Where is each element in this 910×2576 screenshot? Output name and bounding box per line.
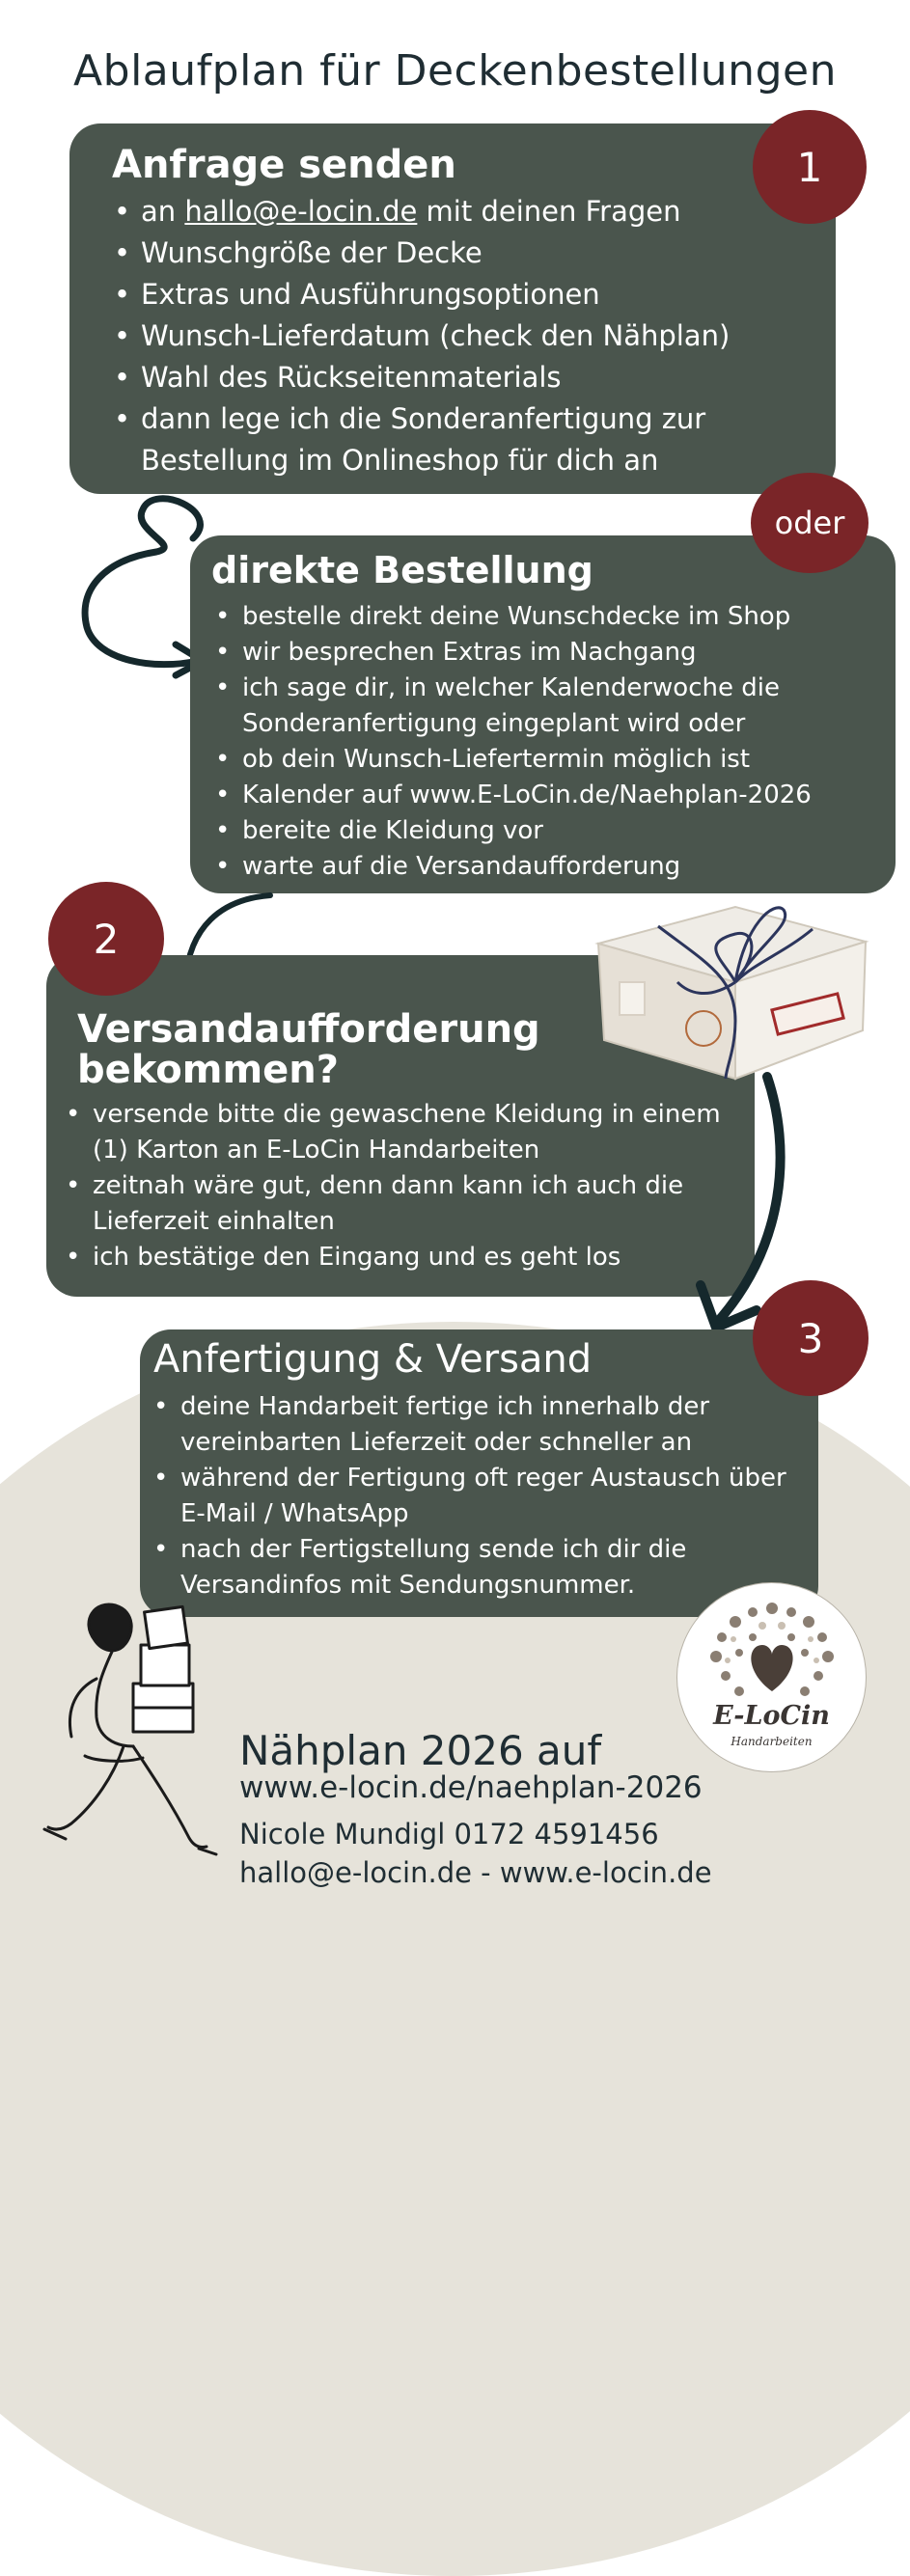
list-item: • nach der Fertigstellung sende ich dir die Versandinfos mit Sendungsnummer. [150, 1532, 806, 1603]
list-item: • wir besprechen Extras im Nachgang [211, 635, 887, 671]
direct-order-card [190, 535, 896, 893]
list-item: • während der Fertigung oft reger Austausch über E-Mail / WhatsApp [150, 1461, 806, 1532]
direct-order-heading: direkte Bestellung [211, 549, 593, 591]
list-item: • deine Handarbeit fertige ich innerhalb der vereinbarten Lieferzeit oder schneller an [150, 1389, 806, 1461]
footer-heading: Nähplan 2026 auf [239, 1727, 602, 1774]
list-item: • bestelle direkt deine Wunschdecke im Shop [211, 599, 887, 635]
list-item: • ob dein Wunsch-Liefertermin möglich ist [211, 742, 887, 778]
step2-heading: Versandaufforderung bekommen? [77, 1007, 540, 1092]
logo-name: E-LoCin [713, 1701, 830, 1731]
footer-contact: Nicole Mundigl 0172 4591456 [239, 1818, 659, 1850]
step2-list [62, 1097, 737, 1275]
step3-badge: 3 [753, 1280, 869, 1396]
list-item: • bereite die Kleidung vor [211, 813, 887, 849]
brand-logo [676, 1582, 867, 1772]
step1-heading: Anfrage senden [112, 143, 456, 187]
list-item: • versende bitte die gewaschene Kleidung in einem (1) Karton an E-LoCin Handarbeiten [62, 1097, 737, 1168]
list-item: • Wahl des Rückseitenmaterials [110, 357, 814, 398]
step1-item1-prefix: an [141, 195, 185, 228]
footer-url[interactable]: www.e-locin.de/naehplan-2026 [239, 1770, 703, 1805]
list-item: • Wunsch-Lieferdatum (check den Nähplan) [110, 315, 814, 357]
list-item: • ich sage dir, in welcher Kalenderwoche die Sonderanfertigung eingeplant wird oder [211, 671, 887, 742]
footer-email-web[interactable]: hallo@e-locin.de - www.e-locin.de [239, 1856, 712, 1889]
delivery-person-icon [27, 1592, 230, 1881]
list-item: • ich bestätige den Eingang und es geht los [62, 1240, 737, 1275]
email-link[interactable]: hallo@e-locin.de [184, 195, 418, 228]
list-item: • zeitnah wäre gut, denn dann kann ich auch die Lieferzeit einhalten [62, 1168, 737, 1240]
step1-list [110, 191, 814, 481]
list-item: • Wunschgröße der Decke [110, 233, 814, 274]
step1-card [69, 123, 836, 494]
step3-heading: Anfertigung & Versand [153, 1337, 593, 1382]
direct-order-list [211, 599, 887, 885]
oder-badge: oder [751, 473, 869, 573]
step1-item1-suffix: mit deinen Fragen [417, 195, 681, 228]
list-item: • dann lege ich die Sonderanfertigung zur Bestellung im Onlineshop für dich an [110, 398, 814, 481]
step1-badge: 1 [753, 110, 867, 224]
step3-card [140, 1329, 818, 1617]
list-item [110, 191, 814, 233]
list-item: • warte auf die Versandaufforderung [211, 849, 887, 885]
list-item: • Kalender auf www.E-LoCin.de/Naehplan-2026 [211, 778, 887, 813]
package-box-icon [591, 886, 870, 1083]
step3-list [150, 1389, 806, 1603]
logo-subtitle: Handarbeiten [731, 1735, 813, 1748]
step2-badge: 2 [48, 882, 164, 996]
page-title: Ablaufplan für Deckenbestellungen [73, 46, 837, 96]
list-item: • Extras und Ausführungsoptionen [110, 274, 814, 315]
